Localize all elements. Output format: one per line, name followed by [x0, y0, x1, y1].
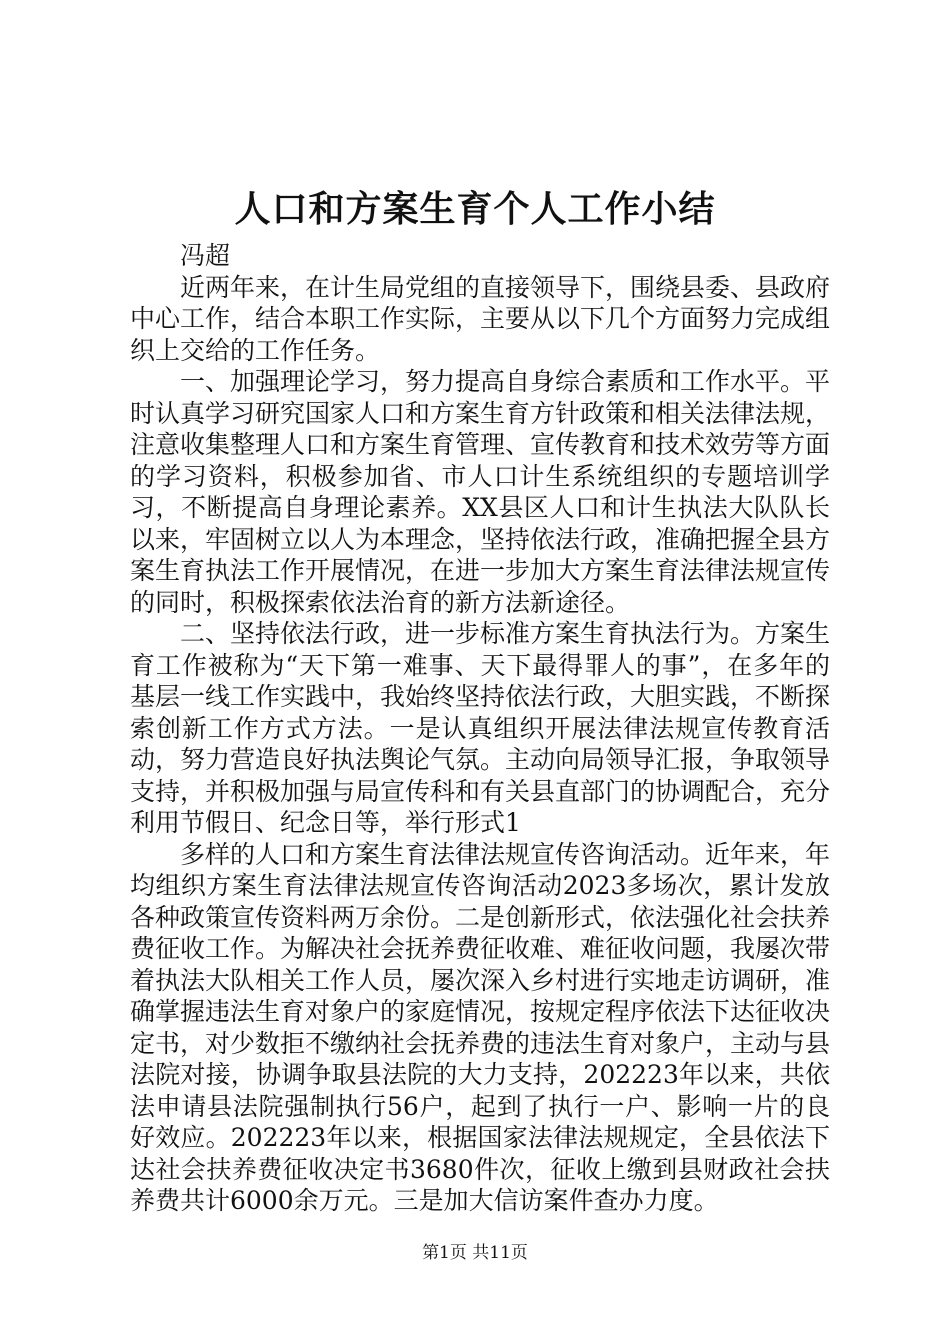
paragraph-theory-study: 一、加强理论学习，努力提高自身综合素质和工作水平。平时认真学习研究国家人口和方案生育方针政策和相关法律法规，注意收集整理人口和方案生育管理、宣传教育和技术效劳等方面的学习资料，积极参加省、市人口计生系统组织的专题培训学习，不断提高自身理论素养。XX县区人口和计生执法大队队长以来，牢固树立以人为本理念，坚持依法行政，准确把握全县方案生育执法工作开展情况，在进一步加大方案生育法律法规宣传的同时，积极探索依法治育的新方法新途径。 [130, 367, 831, 617]
author-line: 冯超 [180, 241, 231, 270]
paragraph-intro: 近两年来，在计生局党组的直接领导下，围绕县委、县政府中心工作，结合本职工作实际，主要从以下几个方面努力完成组织上交给的工作任务。 [130, 272, 831, 365]
paragraph-publicity-activities: 多样的人口和方案生育法律法规宣传咨询活动。近年来，年均组织方案生育法律法规宣传咨询活动2023多场次，累计发放各种政策宣传资料两万余份。二是创新形式，依法强化社会扶养费征收工作。为解决社会抚养费征收难、难征收问题，我屡次带着执法大队相关工作人员，屡次深入乡村进行实地走访调研，准确掌握违法生育对象户的家庭情况，按规定程序依法下达征收决定书，对少数拒不缴纳社会抚养费的违法生育对象户，主动与县法院对接，协调争取县法院的大力支持，202223年以来，共依法申请县法院强制执行56户，起到了执行一户、影响一片的良好效应。202223年以来，根据国家法律法规规定，全县依法下达社会扶养费征收决定书3680件次，征收上缴到县财政社会扶养费共计6000余万元。三是加大信访案件查办力度。 [130, 839, 831, 1215]
page-footer: 第1页 共11页 [422, 1243, 528, 1263]
paragraph-law-enforcement: 二、坚持依法行政，进一步标准方案生育执法行为。方案生育工作被称为“天下第一难事、天下最得罪人的事”，在多年的基层一线工作实践中，我始终坚持依法行政，大胆实践，不断探索创新工作方式方法。一是认真组织开展法律法规宣传教育活动，努力营造良好执法舆论气氛。主动向局领导汇报，争取领导支持，并积极加强与局宣传科和有关县直部门的协调配合，充分利用节假日、纪念日等，举行形式1 [130, 619, 831, 837]
document-body [130, 240, 830, 1217]
document-title: 人口和方案生育个人工作小结 [234, 188, 716, 230]
